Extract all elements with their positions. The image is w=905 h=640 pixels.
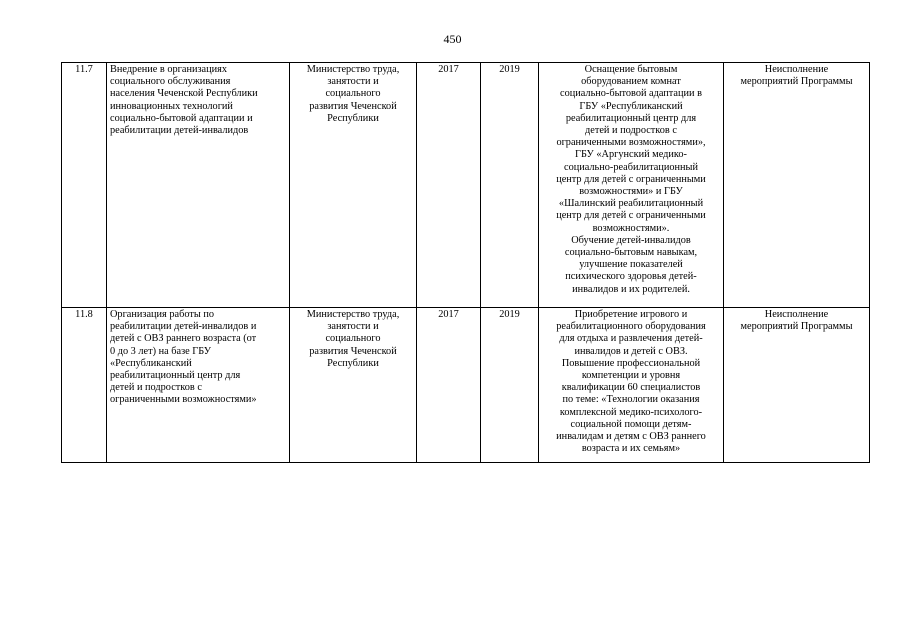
start-year: 2017 — [417, 308, 481, 463]
risk-consequence: Неисполнение мероприятий Программы — [724, 63, 870, 308]
measure-name: Организация работы по реабилитации детей-инвалидов и детей с ОВЗ раннего возраста (от 0 до 3 лет) на базе ГБУ «Республиканский реабилитационный центр для детей и подростков с ограниченными возможностями» — [107, 308, 290, 463]
program-table — [61, 62, 870, 463]
table-row — [62, 63, 870, 308]
page-number: 450 — [443, 32, 462, 46]
executor: Министерство труда, занятости и социального развития Чеченской Республики — [290, 308, 417, 463]
expected-result: Приобретение игрового и реабилитационного оборудования для отдыха и развлечения детей- инвалидов и детей с ОВЗ. Повышение профессиональной компетенции и уровня квалификации 60 специалистов по теме: «Технологии оказания комплексной медико-психолого- социальной помощи детям- инвалидам и детям с ОВЗ раннего возраста и их семьям» — [539, 308, 724, 463]
end-year: 2019 — [481, 308, 539, 463]
row-number: 11.8 — [62, 308, 107, 463]
risk-consequence: Неисполнение мероприятий Программы — [724, 308, 870, 463]
executor: Министерство труда, занятости и социального развития Чеченской Республики — [290, 63, 417, 308]
measure-name: Внедрение в организациях социального обслуживания населения Чеченской Республики инновационных технологий социально-бытовой адаптации и реабилитации детей-инвалидов — [107, 63, 290, 308]
expected-result: Оснащение бытовым оборудованием комнат социально-бытовой адаптации в ГБУ «Республиканский реабилитационный центр для детей и подростков с ограниченными возможностями», ГБУ «Аргунский медико- социально-реабилитационный центр для детей с ограниченными возможностями» и ГБУ «Шалинский реабилитационный центр для детей с ограниченными возможностями». Обучение детей-инвалидов социально-бытовым навыкам, улучшение показателей психического здоровья детей- инвалидов и их родителей. — [539, 63, 724, 308]
end-year: 2019 — [481, 63, 539, 308]
row-number: 11.7 — [62, 63, 107, 308]
table-row — [62, 308, 870, 463]
start-year: 2017 — [417, 63, 481, 308]
